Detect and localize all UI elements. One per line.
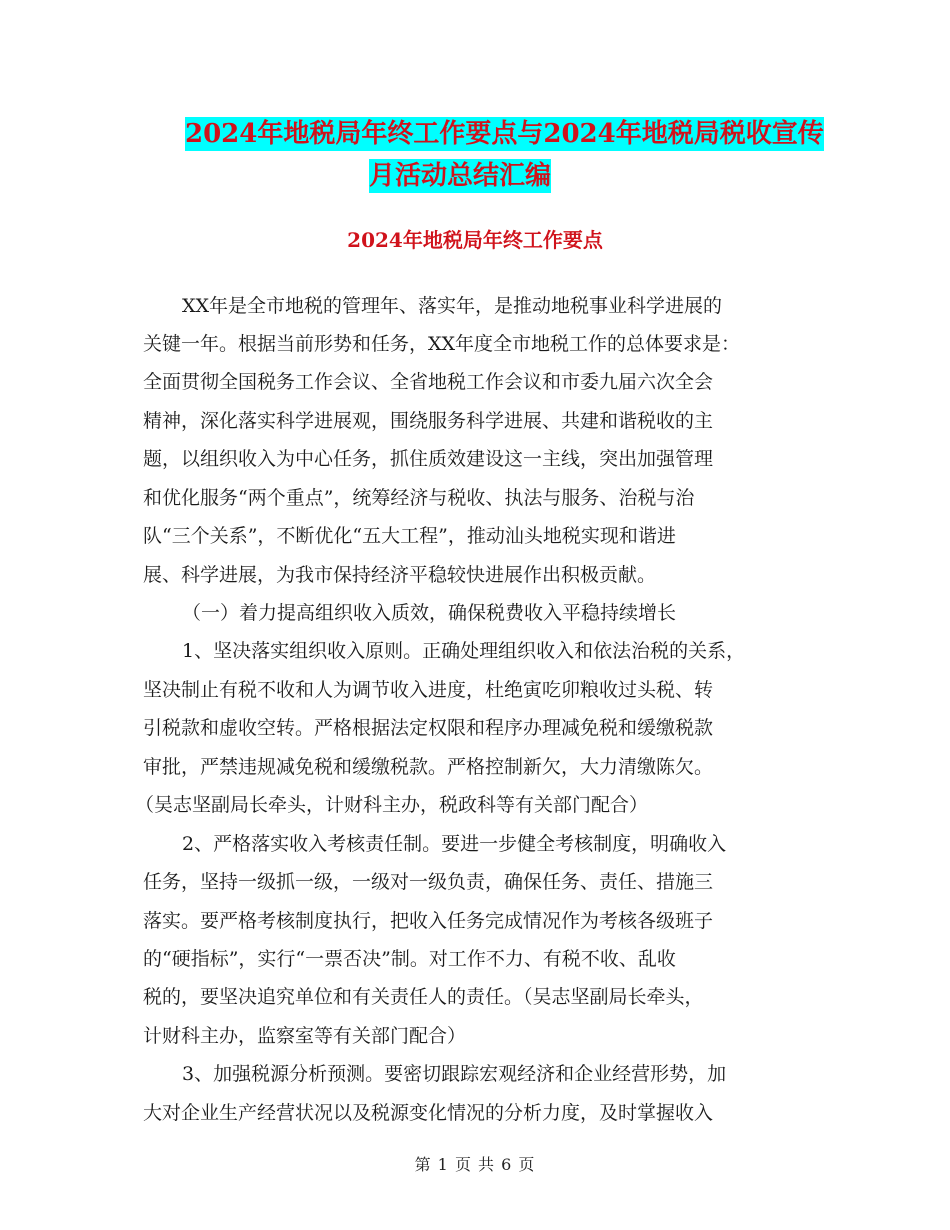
paragraph-line: 落实。要严格考核制度执行，把收入任务完成情况作为考核各级班子 bbox=[143, 910, 714, 932]
paragraph-line: 全面贯彻全国税务工作会议、全省地税工作会议和市委九届六次全会 bbox=[143, 371, 714, 393]
document-title-line-2: 月活动总结汇编 bbox=[369, 161, 552, 191]
paragraph-line: 大对企业生产经营状况以及税源变化情况的分析力度，及时掌握收入 bbox=[143, 1102, 714, 1124]
paragraph-line: 3、加强税源分析预测。要密切跟踪宏观经济和企业经营形势，加 bbox=[182, 1063, 727, 1085]
paragraph-line: 的“硬指标”，实行“一票否决”制。对工作不力、有税不收、乱收 bbox=[143, 948, 676, 970]
paragraph-line: 审批，严禁违规减免税和缓缴税款。严格控制新欠，大力清缴陈欠。 bbox=[143, 756, 714, 778]
paragraph-line: 精神，深化落实科学进展观，围绕服务科学进展、共建和谐税收的主 bbox=[143, 410, 714, 432]
page-number-footer: 第 1 页 共 6 页 bbox=[414, 1155, 536, 1174]
paragraph-line: 展、科学进展，为我市保持经济平稳较快进展作出积极贡献。 bbox=[143, 564, 657, 586]
paragraph-line: 2、严格落实收入考核责任制。要进一步健全考核制度，明确收入 bbox=[182, 833, 727, 855]
paragraph-line: 关键一年。根据当前形势和任务，XX年度全市地税工作的总体要求是： bbox=[143, 333, 741, 355]
paragraph-line: （吴志坚副局长牵头，计财科主办，税政科等有关部门配合） bbox=[135, 794, 649, 816]
paragraph-line: 坚决制止有税不收和人为调节收入进度，杜绝寅吃卯粮收过头税、转 bbox=[143, 679, 714, 701]
paragraph-line: 1、坚决落实组织收入原则。正确处理组织收入和依法治税的关系， bbox=[182, 640, 746, 662]
section-title: 2024年地税局年终工作要点 bbox=[347, 228, 603, 252]
paragraph-line: 和优化服务“两个重点”，统筹经济与税收、执法与服务、治税与治 bbox=[143, 487, 695, 509]
section-heading: （一）着力提高组织收入质效，确保税费收入平稳持续增长 bbox=[182, 602, 677, 624]
paragraph-line: XX年是全市地税的管理年、落实年，是推动地税事业科学进展的 bbox=[182, 295, 723, 317]
paragraph-line: 队“三个关系”，不断优化“五大工程”，推动汕头地税实现和谐进 bbox=[143, 525, 676, 547]
paragraph-line: 计财科主办，监察室等有关部门配合） bbox=[143, 1025, 467, 1047]
paragraph-line: 任务，坚持一级抓一级，一级对一级负责，确保任务、责任、措施三 bbox=[143, 871, 714, 893]
document-title-line-1: 2024年地税局年终工作要点与2024年地税局税收宣传 bbox=[185, 119, 824, 149]
paragraph-line: 引税款和虚收空转。严格根据法定权限和程序办理减免税和缓缴税款 bbox=[143, 717, 714, 739]
paragraph-line: 题，以组织收入为中心任务，抓住质效建设这一主线，突出加强管理 bbox=[143, 448, 714, 470]
paragraph-line: 税的，要坚决追究单位和有关责任人的责任。（吴志坚副局长牵头， bbox=[143, 986, 704, 1008]
